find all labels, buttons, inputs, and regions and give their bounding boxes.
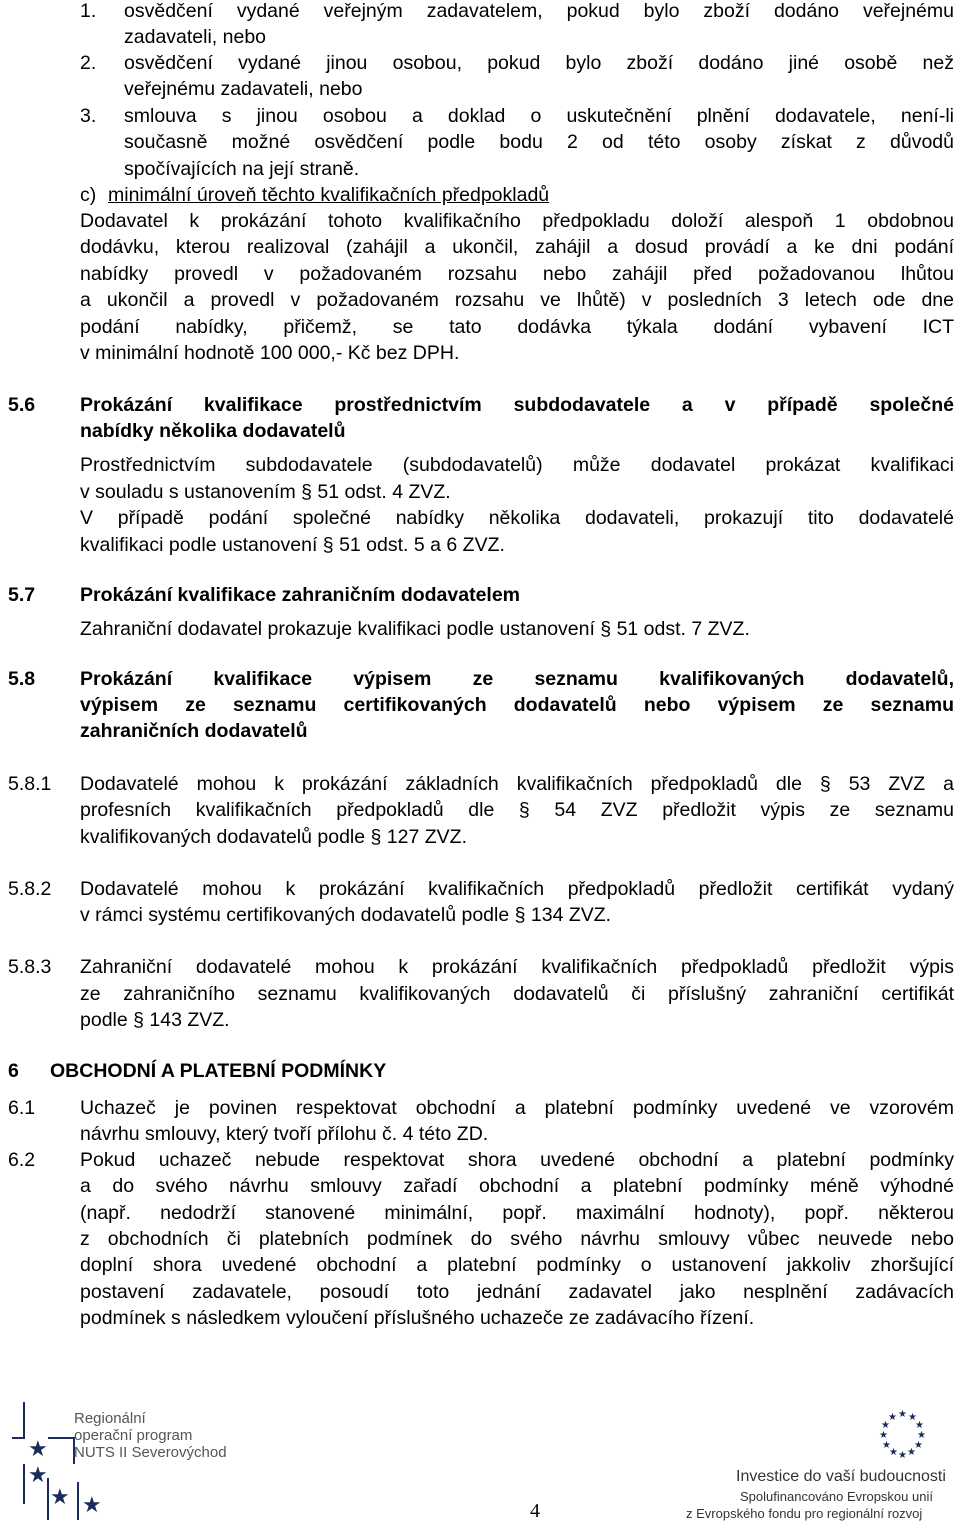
list-line: spočívajících na její straně. bbox=[124, 158, 360, 180]
eu-cofinanced: Spolufinancováno Evropskou unií bbox=[740, 1489, 933, 1504]
list-line: smlouva s jinou osobou a doklad o uskutečnění plnění dodavatele, není-li bbox=[124, 105, 954, 127]
paragraph-line: podle § 143 ZVZ. bbox=[80, 1009, 230, 1031]
svg-text:★: ★ bbox=[50, 1485, 70, 1510]
chapter-title: OBCHODNÍ A PLATEBNÍ PODMÍNKY bbox=[50, 1060, 387, 1082]
section-title: nabídky několika dodavatelů bbox=[80, 420, 346, 442]
section-title: Prokázání kvalifikace prostřednictvím subdodavatele a v případě společné bbox=[80, 394, 954, 416]
svg-text:★: ★ bbox=[917, 1430, 926, 1441]
paragraph-line: v minimální hodnotě 100 000,- Kč bez DPH. bbox=[80, 342, 460, 364]
paragraph-line: V případě podání společné nabídky několika dodavateli, prokazují tito dodavatelé bbox=[80, 507, 954, 529]
chapter-number: 6 bbox=[8, 1060, 19, 1082]
section-number: 5.6 bbox=[8, 394, 36, 416]
paragraph-line: Uchazeč je povinen respektovat obchodní a platební podmínky uvedené ve vzorovém bbox=[80, 1097, 954, 1119]
eu-slogan: Investice do vaší budoucnosti bbox=[736, 1468, 946, 1485]
paragraph-line: podmínek s následkem vyloučení příslušného uchazeče ze zadávacího řízení. bbox=[80, 1307, 755, 1329]
paragraph-line: Pokud uchazeč nebude respektovat shora uvedené obchodní a platební podmínky bbox=[80, 1149, 954, 1171]
paragraph-line: z obchodních či platebních podmínek do svého návrhu smlouvy vůbec neuvede nebo bbox=[80, 1228, 954, 1250]
paragraph-line: Dodavatel k prokázání tohoto kvalifikačního předpokladu doloží alespoň 1 obdobnou bbox=[80, 210, 954, 232]
paragraph-line: a ukončil a provedl v požadovaném rozsahu ve lhůtě) v posledních 3 letech ode dne bbox=[80, 289, 954, 311]
paragraph-line: doplní shora uvedené obchodní a platební podmínky o ustanovení jakkoliv zhoršující bbox=[80, 1254, 954, 1276]
list-num: 2. bbox=[80, 52, 97, 74]
paragraph-line: (např. nedodrží stanovené minimální, popř. maximální hodnoty), popř. některou bbox=[80, 1202, 954, 1224]
rop-logo-icon bbox=[10, 1400, 75, 1522]
svg-text:★: ★ bbox=[879, 1430, 888, 1441]
rop-logo-text: operační program bbox=[74, 1427, 193, 1444]
list-line: osvědčení vydané veřejným zadavatelem, pokud bylo zboží dodáno veřejnému bbox=[124, 0, 954, 22]
page-number: 4 bbox=[530, 1500, 540, 1522]
section-title: výpisem ze seznamu certifikovaných dodavatelů nebo výpisem ze seznamu bbox=[80, 694, 954, 716]
section-c-heading: minimální úroveň těchto kvalifikačních předpokladů bbox=[108, 184, 550, 206]
paragraph-line: ze zahraničního seznamu kvalifikovaných dodavatelů či příslušný zahraniční certifikát bbox=[80, 983, 954, 1005]
section-c-prefix: c) bbox=[80, 184, 97, 206]
svg-text:★: ★ bbox=[915, 1420, 924, 1431]
svg-text:★: ★ bbox=[28, 1463, 48, 1488]
list-num: 3. bbox=[80, 105, 97, 127]
svg-text:★: ★ bbox=[82, 1493, 102, 1518]
paragraph-line: Prostřednictvím subdodavatele (subdodavatelů) může dodavatel prokázat kvalifikaci bbox=[80, 454, 954, 476]
svg-text:★: ★ bbox=[28, 1437, 48, 1462]
svg-text:★: ★ bbox=[914, 1440, 923, 1451]
section-number: 6.1 bbox=[8, 1097, 36, 1119]
paragraph-line: kvalifikaci podle ustanovení § 51 odst. 5 a 6 ZVZ. bbox=[80, 534, 505, 556]
rop-logo-text: Regionální bbox=[74, 1410, 146, 1427]
rop-logo-text: NUTS II Severovýchod bbox=[74, 1444, 227, 1461]
paragraph-line: v souladu s ustanovením § 51 odst. 4 ZVZ. bbox=[80, 481, 451, 503]
paragraph-line: nabídky provedl v požadovaném rozsahu nebo zahájil před požadovanou lhůtou bbox=[80, 263, 954, 285]
svg-text:★: ★ bbox=[898, 1409, 907, 1420]
svg-text:★: ★ bbox=[908, 1412, 917, 1423]
svg-text:★: ★ bbox=[898, 1450, 907, 1458]
svg-text:★: ★ bbox=[881, 1420, 890, 1431]
paragraph-line: Dodavatelé mohou k prokázání kvalifikačních předpokladů předložit certifikát vydaný bbox=[80, 878, 954, 900]
section-number: 5.8 bbox=[8, 668, 36, 690]
section-number: 6.2 bbox=[8, 1149, 36, 1171]
paragraph-line: v rámci systému certifikovaných dodavatelů podle § 134 ZVZ. bbox=[80, 904, 612, 926]
eu-fund: z Evropského fondu pro regionální rozvoj bbox=[686, 1506, 923, 1521]
section-number: 5.8.1 bbox=[8, 773, 52, 795]
section-number: 5.8.2 bbox=[8, 878, 52, 900]
svg-text:★: ★ bbox=[889, 1447, 898, 1458]
paragraph-line: a do svého návrhu smlouvy zařadí obchodní a platební podmínky méně výhodné bbox=[80, 1175, 954, 1197]
svg-text:★: ★ bbox=[888, 1412, 897, 1423]
eu-stars-icon bbox=[878, 1408, 928, 1458]
paragraph-line: Dodavatelé mohou k prokázání základních kvalifikačních předpokladů dle § 53 ZVZ a bbox=[80, 773, 954, 795]
paragraph-line: profesních kvalifikačních předpokladů dle § 54 ZVZ předložit výpis ze seznamu bbox=[80, 799, 954, 821]
section-number: 5.7 bbox=[8, 584, 36, 606]
paragraph-line: návrhu smlouvy, který tvoří přílohu č. 4 této ZD. bbox=[80, 1123, 489, 1145]
section-title: zahraničních dodavatelů bbox=[80, 720, 308, 742]
list-line: zadavateli, nebo bbox=[124, 26, 267, 48]
section-title: Prokázání kvalifikace výpisem ze seznamu kvalifikovaných dodavatelů, bbox=[80, 668, 954, 690]
paragraph-line: Zahraniční dodavatel prokazuje kvalifikaci podle ustanovení § 51 odst. 7 ZVZ. bbox=[80, 618, 750, 640]
svg-text:★: ★ bbox=[882, 1440, 891, 1451]
paragraph-line: kvalifikovaných dodavatelů podle § 127 ZVZ. bbox=[80, 826, 467, 848]
list-line: osvědčení vydané jinou osobou, pokud bylo zboží dodáno jiné osobě než bbox=[124, 52, 954, 74]
paragraph-line: Zahraniční dodavatelé mohou k prokázání kvalifikačních předpokladů předložit výpis bbox=[80, 956, 954, 978]
section-number: 5.8.3 bbox=[8, 956, 52, 978]
list-num: 1. bbox=[80, 0, 97, 22]
paragraph-line: podání nabídky, přičemž, se tato dodávka týkala dodání vybavení ICT bbox=[80, 316, 954, 338]
star-icon bbox=[76, 1480, 106, 1520]
list-line: veřejnému zadavateli, nebo bbox=[124, 78, 363, 100]
list-line: současně možné osvědčení podle bodu 2 od této osoby získat z důvodů bbox=[124, 131, 954, 153]
paragraph-line: postavení zadavatele, posoudí toto jednání zadavatel jako nesplnění zadávacích bbox=[80, 1281, 954, 1303]
paragraph-line: dodávku, kterou realizoval (zahájil a ukončil, zahájil a dosud provádí a ke dni podání bbox=[80, 236, 954, 258]
svg-text:★: ★ bbox=[907, 1447, 916, 1458]
section-title: Prokázání kvalifikace zahraničním dodavatelem bbox=[80, 584, 521, 606]
